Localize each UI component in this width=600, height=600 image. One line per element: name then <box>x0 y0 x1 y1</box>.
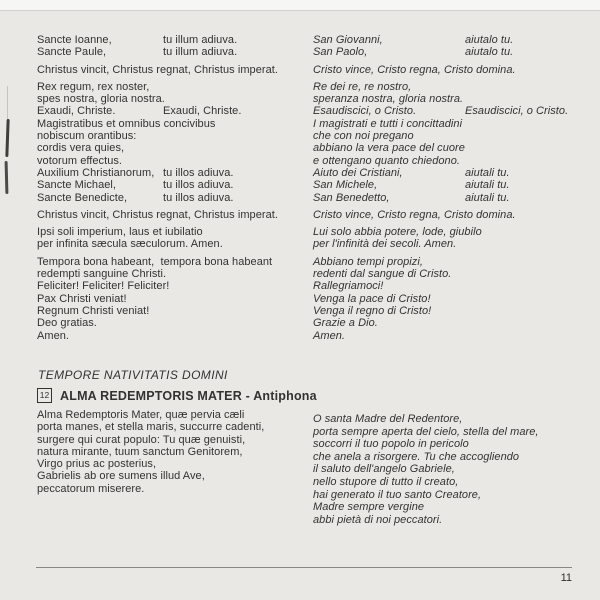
latin-line: Rex regum, rex noster, <box>37 80 150 93</box>
latin-paragraph <box>37 81 309 204</box>
latin-line: Virgo prius ac posterius, <box>37 458 157 471</box>
italian-line <box>313 34 591 46</box>
verse-response: aiutali tu. <box>465 191 510 204</box>
italian-paragraph <box>313 34 591 59</box>
verse-response: aiutalo tu. <box>465 46 514 59</box>
verse-call: Sancte Michael, <box>37 179 117 192</box>
italian-line: Cristo vince, Cristo regna, Cristo domina. <box>313 208 516 221</box>
italian-line: che con noi pregano <box>313 130 414 143</box>
italian-line: abbiano la vera pace del cuore <box>313 142 465 155</box>
track-row <box>37 388 317 403</box>
latin-line: Magistratibus et omnibus concivibus <box>37 117 216 130</box>
italian-line: porta sempre aperta del cielo, stella del mare, <box>313 425 539 438</box>
italian-line: Abbiano tempi propizi, <box>313 255 423 268</box>
italian-line: Re dei re, re nostro, <box>313 80 412 93</box>
italian-paragraph <box>313 256 591 342</box>
italian-line: O santa Madre del Redentore, <box>313 413 463 425</box>
latin-line: peccatorum miserere. <box>37 482 145 495</box>
italian-line: redenti dal sangue di Cristo. <box>313 268 452 281</box>
latin-line <box>37 46 309 58</box>
italian-paragraph <box>313 64 591 76</box>
latin-line: Gabrielis ab ore sumens illud Ave, <box>37 470 205 483</box>
latin-line: Feliciter! Feliciter! Feliciter! <box>37 280 170 293</box>
italian-line: il saluto dell'angelo Gabriele, <box>313 463 455 476</box>
verse-call: Sancte Ioanne, <box>37 34 112 46</box>
italian-line <box>313 192 591 204</box>
verse-call: Exaudi, Christe. <box>37 105 116 118</box>
italian-line <box>313 179 591 191</box>
latin-line: Amen. <box>37 329 70 342</box>
verse-response: tu illos adiuva. <box>163 179 234 192</box>
latin-line: Pax Christi veniat! <box>37 292 127 305</box>
italian-line: e ottengano quanto chiedono. <box>313 154 460 167</box>
verse-response: aiutalo tu. <box>465 34 514 46</box>
verse-response: Esaudiscici, o Cristo. <box>465 105 569 118</box>
italian-line: Cristo vince, Cristo regna, Cristo domina. <box>313 63 516 76</box>
verse-response: aiutali tu. <box>465 179 510 192</box>
latin-paragraph <box>37 226 309 251</box>
ink-mark <box>7 86 8 120</box>
latin-paragraph <box>37 34 309 59</box>
verse-call: Auxilium Christianorum, <box>37 166 155 179</box>
italian-line: che anela a risorgere. Tu che accogliendo <box>313 450 520 463</box>
latin-line: Ipsi soli imperium, laus et iubilatio <box>37 226 203 239</box>
italian-paragraph <box>313 226 591 251</box>
latin-line: Deo gratias. <box>37 317 97 330</box>
italian-line: abbi pietà di noi peccatori. <box>313 513 443 526</box>
verse-response: aiutali tu. <box>465 166 510 179</box>
verse-call: Aiuto dei Cristiani, <box>313 166 403 179</box>
ink-mark <box>5 161 9 194</box>
latin-line <box>37 105 309 117</box>
italian-column <box>313 34 591 342</box>
latin-line: Regnum Christi veniat! <box>37 304 150 317</box>
latin-line: per infinita sæcula sæculorum. Amen. <box>37 238 223 251</box>
italian-line: Grazie a Dio. <box>313 317 378 330</box>
latin-line: natura mirante, tuum sanctum Genitorem, <box>37 445 243 458</box>
latin-line <box>37 167 309 179</box>
latin-line: votorum effectus. <box>37 154 123 167</box>
verse-call: Esaudiscici, o Cristo. <box>313 105 417 118</box>
italian-line: soccorri il tuo popolo in pericolo <box>313 438 469 451</box>
verse-response: tu illum adiuva. <box>163 46 238 59</box>
latin-line <box>37 179 309 191</box>
ink-mark <box>5 119 9 157</box>
verse-response: Exaudi, Christe. <box>163 105 242 118</box>
italian-line: I magistrati e tutti i concittadini <box>313 117 463 130</box>
scan-top-edge <box>0 0 600 11</box>
verse-call: San Benedetto, <box>313 191 390 204</box>
latin-line: nobiscum orantibus: <box>37 130 137 143</box>
latin-line: Christus vincit, Christus regnat, Christus imperat. <box>37 208 278 221</box>
italian-line: nello stupore di tutto il creato, <box>313 475 459 488</box>
verse-response: tu illos adiuva. <box>163 166 234 179</box>
latin-line: porta manes, et stella maris, succurre cadenti, <box>37 421 265 434</box>
latin-line: Christus vincit, Christus regnat, Christus imperat. <box>37 63 278 76</box>
latin-line: Tempora bona habeant, tempora bona habeant <box>37 255 273 268</box>
latin-paragraph <box>37 209 309 221</box>
italian-line: hai generato il tuo santo Creatore, <box>313 488 482 501</box>
track-title: ALMA REDEMPTORIS MATER - Antiphona <box>60 388 317 403</box>
latin-line: spes nostra, gloria nostra. <box>37 93 165 106</box>
italian-line <box>313 46 591 58</box>
latin-line: Alma Redemptoris Mater, quæ pervia cæli <box>37 409 245 421</box>
verse-call: San Michele, <box>313 179 378 192</box>
latin-column <box>37 34 309 342</box>
verse-call: Sancte Paule, <box>37 46 107 59</box>
alma-italian-column <box>313 413 595 526</box>
latin-line <box>37 192 309 204</box>
latin-paragraph <box>37 64 309 76</box>
page-number: 11 <box>560 572 572 584</box>
latin-line: cordis vera quies, <box>37 142 125 155</box>
alma-latin-column <box>37 409 309 495</box>
latin-line: redempti sanguine Christi. <box>37 268 167 281</box>
italian-line: Rallegriamoci! <box>313 280 384 293</box>
verse-response: tu illos adiuva. <box>163 191 234 204</box>
italian-line: Venga il regno di Cristo! <box>313 304 432 317</box>
italian-line <box>313 105 591 117</box>
verse-response: tu illum adiuva. <box>163 34 238 46</box>
italian-line: Madre sempre vergine <box>313 501 425 514</box>
verse-call: San Paolo, <box>313 46 368 59</box>
latin-line <box>37 34 309 46</box>
verse-call: San Giovanni, <box>313 34 383 46</box>
verse-call: Sancte Benedicte, <box>37 191 128 204</box>
latin-line: surgere qui curat populo: Tu quæ genuisti, <box>37 433 246 446</box>
italian-line: Venga la pace di Cristo! <box>313 292 431 305</box>
track-number-box: 12 <box>37 388 52 403</box>
italian-line <box>313 167 591 179</box>
section-heading: TEMPORE NATIVITATIS DOMINI <box>38 368 228 382</box>
italian-line: Lui solo abbia potere, lode, giubilo <box>313 226 482 239</box>
italian-line: Amen. <box>313 329 346 342</box>
italian-paragraph <box>313 209 591 221</box>
footer-rule <box>36 567 572 568</box>
latin-paragraph <box>37 256 309 342</box>
italian-paragraph <box>313 81 591 204</box>
italian-line: per l'infinità dei secoli. Amen. <box>313 238 457 251</box>
italian-line: speranza nostra, gloria nostra. <box>313 93 464 106</box>
